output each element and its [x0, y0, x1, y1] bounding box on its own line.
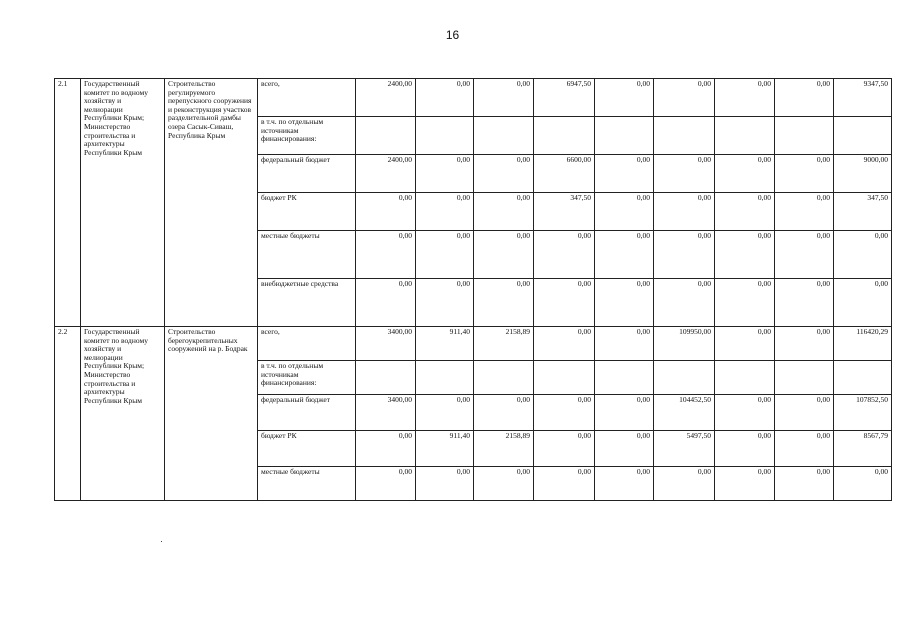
- amount-cell: 0,00: [715, 193, 775, 231]
- amount-cell: 0,00: [654, 79, 715, 117]
- amount-cell: 3400,00: [356, 327, 416, 361]
- amount-cell: 0,00: [654, 467, 715, 501]
- amount-cell: 0,00: [356, 431, 416, 467]
- amount-cell: [534, 117, 595, 155]
- amount-cell: 0,00: [534, 327, 595, 361]
- amount-cell: [775, 361, 834, 395]
- amount-cell: [654, 361, 715, 395]
- funding-source-label: внебюджетные средства: [258, 279, 356, 327]
- amount-cell: 0,00: [416, 79, 474, 117]
- amount-cell: [715, 361, 775, 395]
- amount-cell: 0,00: [834, 231, 892, 279]
- amount-cell: 0,00: [715, 155, 775, 193]
- amount-cell: 0,00: [534, 231, 595, 279]
- amount-cell: 0,00: [775, 431, 834, 467]
- funding-source-label: всего,: [258, 79, 356, 117]
- amount-cell: 0,00: [595, 395, 654, 431]
- budget-table-body: [55, 79, 892, 501]
- amount-cell: 8567,79: [834, 431, 892, 467]
- amount-cell: 2400,00: [356, 155, 416, 193]
- amount-cell: 0,00: [595, 193, 654, 231]
- amount-cell: 0,00: [715, 327, 775, 361]
- amount-cell: 0,00: [416, 193, 474, 231]
- amount-cell: 2400,00: [356, 79, 416, 117]
- amount-cell: 0,00: [534, 395, 595, 431]
- amount-cell: 911,40: [416, 431, 474, 467]
- section-index: 2.1: [55, 79, 81, 327]
- amount-cell: 0,00: [356, 467, 416, 501]
- page-number: 16: [445, 28, 460, 42]
- amount-cell: 0,00: [356, 279, 416, 327]
- amount-cell: 6947,50: [534, 79, 595, 117]
- amount-cell: 0,00: [595, 467, 654, 501]
- amount-cell: [474, 117, 534, 155]
- stray-mark: [161, 541, 162, 542]
- amount-cell: 0,00: [595, 279, 654, 327]
- amount-cell: 0,00: [715, 79, 775, 117]
- amount-cell: 0,00: [474, 193, 534, 231]
- amount-cell: [595, 117, 654, 155]
- amount-cell: [654, 117, 715, 155]
- amount-cell: 0,00: [775, 279, 834, 327]
- amount-cell: [715, 117, 775, 155]
- project-cell: Строительство регулируемого перепускного сооружения и реконструкция участков разделительной дамбы озера Сасык-Сиваш, Республика Крым: [165, 79, 258, 327]
- amount-cell: 0,00: [474, 467, 534, 501]
- amount-cell: 0,00: [595, 231, 654, 279]
- section-index: 2.2: [55, 327, 81, 501]
- amount-cell: [356, 361, 416, 395]
- funding-source-label: всего,: [258, 327, 356, 361]
- amount-cell: 0,00: [775, 193, 834, 231]
- amount-cell: 9347,50: [834, 79, 892, 117]
- amount-cell: 104452,50: [654, 395, 715, 431]
- amount-cell: 0,00: [416, 395, 474, 431]
- amount-cell: 0,00: [356, 231, 416, 279]
- amount-cell: 0,00: [534, 431, 595, 467]
- amount-cell: 0,00: [534, 467, 595, 501]
- project-cell: Строительство берегоукрепительных сооружений на р. Бодрак: [165, 327, 258, 501]
- amount-cell: 0,00: [474, 231, 534, 279]
- funding-source-label: местные бюджеты: [258, 231, 356, 279]
- amount-cell: 6600,00: [534, 155, 595, 193]
- amount-cell: 0,00: [715, 467, 775, 501]
- amount-cell: [534, 361, 595, 395]
- executor-cell: Государственный комитет по водному хозяйству и мелиорации Республики Крым; Министерство строительства и архитектуры Республики Крым: [81, 327, 165, 501]
- amount-cell: 0,00: [474, 395, 534, 431]
- amount-cell: [416, 117, 474, 155]
- amount-cell: 911,40: [416, 327, 474, 361]
- amount-cell: 5497,50: [654, 431, 715, 467]
- amount-cell: 0,00: [595, 155, 654, 193]
- amount-cell: 0,00: [595, 431, 654, 467]
- amount-cell: 0,00: [775, 467, 834, 501]
- funding-source-label: федеральный бюджет: [258, 155, 356, 193]
- amount-cell: 0,00: [416, 155, 474, 193]
- amount-cell: 0,00: [474, 279, 534, 327]
- table-row: [55, 79, 892, 117]
- funding-source-label: местные бюджеты: [258, 467, 356, 501]
- amount-cell: 0,00: [534, 279, 595, 327]
- amount-cell: 0,00: [474, 79, 534, 117]
- amount-cell: 0,00: [474, 155, 534, 193]
- funding-source-label: бюджет РК: [258, 193, 356, 231]
- amount-cell: 9000,00: [834, 155, 892, 193]
- amount-cell: 0,00: [775, 79, 834, 117]
- amount-cell: 0,00: [775, 327, 834, 361]
- amount-cell: 0,00: [654, 231, 715, 279]
- amount-cell: 109950,00: [654, 327, 715, 361]
- amount-cell: 0,00: [416, 279, 474, 327]
- amount-cell: 2158,89: [474, 431, 534, 467]
- amount-cell: 0,00: [834, 467, 892, 501]
- funding-source-label: в т.ч. по отдельным источникам финансирования:: [258, 117, 356, 155]
- amount-cell: 0,00: [715, 279, 775, 327]
- amount-cell: 3400,00: [356, 395, 416, 431]
- amount-cell: [775, 117, 834, 155]
- amount-cell: 0,00: [654, 279, 715, 327]
- amount-cell: [834, 117, 892, 155]
- amount-cell: 107852,50: [834, 395, 892, 431]
- amount-cell: 0,00: [715, 431, 775, 467]
- funding-source-label: в т.ч. по отдельным источникам финансирования:: [258, 361, 356, 395]
- amount-cell: 0,00: [356, 193, 416, 231]
- amount-cell: 0,00: [775, 155, 834, 193]
- amount-cell: 0,00: [595, 327, 654, 361]
- amount-cell: 116420,29: [834, 327, 892, 361]
- amount-cell: 0,00: [416, 467, 474, 501]
- amount-cell: 0,00: [654, 193, 715, 231]
- amount-cell: 2158,89: [474, 327, 534, 361]
- amount-cell: 0,00: [416, 231, 474, 279]
- amount-cell: [474, 361, 534, 395]
- amount-cell: 347,50: [534, 193, 595, 231]
- amount-cell: 0,00: [775, 231, 834, 279]
- amount-cell: 0,00: [595, 79, 654, 117]
- budget-table: [54, 78, 892, 501]
- amount-cell: [356, 117, 416, 155]
- amount-cell: 0,00: [715, 231, 775, 279]
- table-row: [55, 327, 892, 361]
- funding-source-label: федеральный бюджет: [258, 395, 356, 431]
- funding-source-label: бюджет РК: [258, 431, 356, 467]
- executor-cell: Государственный комитет по водному хозяйству и мелиорации Республики Крым; Министерство строительства и архитектуры Республики Крым: [81, 79, 165, 327]
- amount-cell: 0,00: [775, 395, 834, 431]
- amount-cell: [595, 361, 654, 395]
- amount-cell: 0,00: [654, 155, 715, 193]
- amount-cell: 0,00: [715, 395, 775, 431]
- amount-cell: [834, 361, 892, 395]
- amount-cell: 347,50: [834, 193, 892, 231]
- amount-cell: [416, 361, 474, 395]
- amount-cell: 0,00: [834, 279, 892, 327]
